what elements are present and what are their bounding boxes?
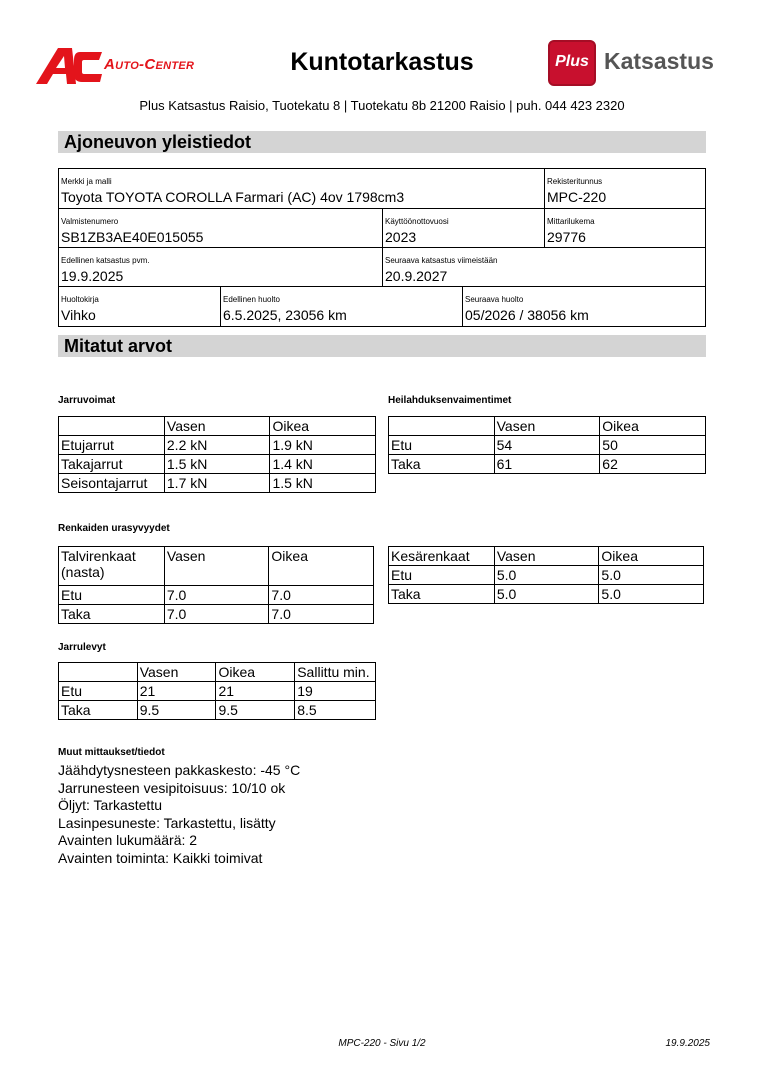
table-header-row (389, 547, 704, 566)
make-value: Toyota TOYOTA COROLLA Farmari (AC) 4ov 1798cm3 (61, 189, 405, 205)
shocks-table (388, 416, 706, 474)
table-cell: Taka (389, 455, 495, 474)
table-cell: 1.5 kN (270, 474, 376, 493)
table-cell: 5.0 (599, 585, 704, 604)
reg-cell (544, 168, 706, 209)
year-cell (382, 208, 545, 248)
section-measured-title: Mitatut arvot (58, 335, 706, 357)
misc-line: Avainten lukumäärä: 2 (58, 832, 198, 848)
table-cell: Vasen (164, 417, 270, 436)
table-header-row (59, 663, 376, 682)
service-book-value: Vihko (61, 307, 96, 323)
next-inspection-label: Seuraava katsastus viimeistään (385, 256, 498, 265)
table-cell: Taka (59, 701, 138, 720)
prev-inspection-label: Edellinen katsastus pvm. (61, 256, 150, 265)
table-cell: Vasen (494, 547, 599, 566)
table-cell: 7.0 (164, 586, 269, 605)
table-row (59, 586, 374, 605)
summer-tires-table (388, 546, 704, 604)
brakes-title: Jarruvoimat (58, 395, 116, 406)
next-inspection-value: 20.9.2027 (385, 268, 448, 284)
table-cell: 7.0 (269, 605, 374, 624)
table-row (59, 455, 376, 474)
table-cell: 5.0 (494, 566, 599, 585)
year-label: Käyttöönottovuosi (385, 217, 449, 226)
table-cell: 9.5 (216, 701, 295, 720)
next-service-label: Seuraava huolto (465, 295, 524, 304)
next-service-value: 05/2026 / 38056 km (465, 307, 589, 323)
table-cell: 54 (494, 436, 600, 455)
table-cell: Kesärenkaat (389, 547, 495, 566)
service-book-cell (58, 286, 221, 327)
winter-tires-table (58, 546, 374, 624)
footer-date: 19.9.2025 (665, 1038, 710, 1049)
section-general-title: Ajoneuvon yleistiedot (58, 131, 706, 153)
table-cell: 9.5 (137, 701, 216, 720)
table-row (389, 436, 706, 455)
table-cell: Takajarrut (59, 455, 165, 474)
misc-list (58, 762, 300, 867)
plus-logo-box (548, 40, 596, 86)
table-cell: 2.2 kN (164, 436, 270, 455)
table-cell: Oikea (270, 417, 376, 436)
misc-line: Avainten toiminta: Kaikki toimivat (58, 849, 263, 866)
table-cell: 19 (295, 682, 376, 701)
table-cell: 1.9 kN (270, 436, 376, 455)
table-cell: 62 (600, 455, 706, 474)
table-cell: 7.0 (269, 586, 374, 605)
table-cell: Taka (389, 585, 495, 604)
reg-value: MPC-220 (547, 189, 607, 205)
discs-title: Jarrulevyt (58, 642, 106, 653)
odometer-cell (544, 208, 706, 248)
table-row (59, 474, 376, 493)
prev-inspection-cell (58, 247, 383, 287)
make-label: Merkki ja malli (61, 177, 112, 186)
plus-katsastus-logo (548, 38, 728, 88)
misc-line: Öljyt: Tarkastettu (58, 797, 163, 813)
address-line: Plus Katsastus Raisio, Tuotekatu 8 | Tuotekatu 8b 21200 Raisio | puh. 044 423 2320 (139, 98, 625, 113)
vin-cell (58, 208, 383, 248)
table-cell: 1.5 kN (164, 455, 270, 474)
table-cell: Vasen (494, 417, 600, 436)
make-cell (58, 168, 545, 209)
table-row (389, 566, 704, 585)
table-cell: 7.0 (164, 605, 269, 624)
table-header-row (389, 417, 706, 436)
table-cell: Sallittu min. (295, 663, 376, 682)
katsastus-logo-text: Katsastus (604, 48, 714, 74)
table-header-row (59, 417, 376, 436)
table-header-row (59, 547, 374, 586)
odometer-label: Mittarilukema (547, 217, 595, 226)
table-cell: 1.7 kN (164, 474, 270, 493)
table-row (389, 455, 706, 474)
table-row (389, 585, 704, 604)
service-book-label: Huoltokirja (61, 295, 99, 304)
table-cell: Vasen (164, 547, 269, 586)
table-cell: 8.5 (295, 701, 376, 720)
misc-line: Jäähdytysnesteen pakkaskesto: -45 °C (58, 762, 301, 778)
table-cell: Etu (389, 566, 495, 585)
vin-value: SB1ZB3AE40E015055 (61, 229, 204, 245)
vehicle-info-box (58, 168, 706, 327)
table-cell: Oikea (269, 547, 374, 586)
table-row (59, 605, 374, 624)
vin-label: Valmistenumero (61, 217, 119, 226)
table-cell: 61 (494, 455, 600, 474)
prev-service-value: 6.5.2025, 23056 km (223, 307, 347, 323)
table-cell: Oikea (216, 663, 295, 682)
brakes-table (58, 416, 376, 493)
table-cell: Etujarrut (59, 436, 165, 455)
table-cell: Oikea (599, 547, 704, 566)
table-cell: 50 (600, 436, 706, 455)
reg-label: Rekisteritunnus (547, 177, 603, 186)
table-cell (59, 663, 138, 682)
table-cell: 5.0 (494, 585, 599, 604)
prev-service-label: Edellinen huolto (223, 295, 280, 304)
next-service-cell (462, 286, 706, 327)
footer-page: MPC-220 - Sivu 1/2 (338, 1038, 426, 1049)
table-cell: 21 (216, 682, 295, 701)
table-cell: Seisontajarrut (59, 474, 165, 493)
odometer-value: 29776 (547, 229, 586, 245)
table-row (59, 682, 376, 701)
discs-table (58, 662, 376, 720)
plus-logo-text: Plus (555, 53, 589, 70)
page-title: Kuntotarkastus (290, 48, 474, 76)
table-cell: Taka (59, 605, 165, 624)
table-cell (389, 417, 495, 436)
prev-service-cell (220, 286, 463, 327)
prev-inspection-value: 19.9.2025 (61, 268, 124, 284)
table-cell: Vasen (137, 663, 216, 682)
table-cell: 21 (137, 682, 216, 701)
table-row (59, 436, 376, 455)
table-cell: Etu (389, 436, 495, 455)
year-value: 2023 (385, 229, 417, 245)
auto-center-logo-text: Auto-Center (104, 56, 195, 73)
table-cell: 5.0 (599, 566, 704, 585)
table-cell: Etu (59, 682, 138, 701)
misc-line: Jarrunesteen vesipitoisuus: 10/10 ok (58, 779, 286, 796)
table-cell: Etu (59, 586, 165, 605)
tires-title: Renkaiden urasyvyydet (58, 523, 170, 534)
next-inspection-cell (382, 247, 706, 287)
table-row (59, 701, 376, 720)
table-cell (59, 417, 165, 436)
misc-title: Muut mittaukset/tiedot (58, 747, 165, 758)
table-cell: 1.4 kN (270, 455, 376, 474)
table-cell: Oikea (600, 417, 706, 436)
table-cell: Talvirenkaat (nasta) (59, 547, 165, 586)
shocks-title: Heilahduksenvaimentimet (388, 395, 512, 406)
misc-line: Lasinpesuneste: Tarkastettu, lisätty (58, 814, 276, 831)
